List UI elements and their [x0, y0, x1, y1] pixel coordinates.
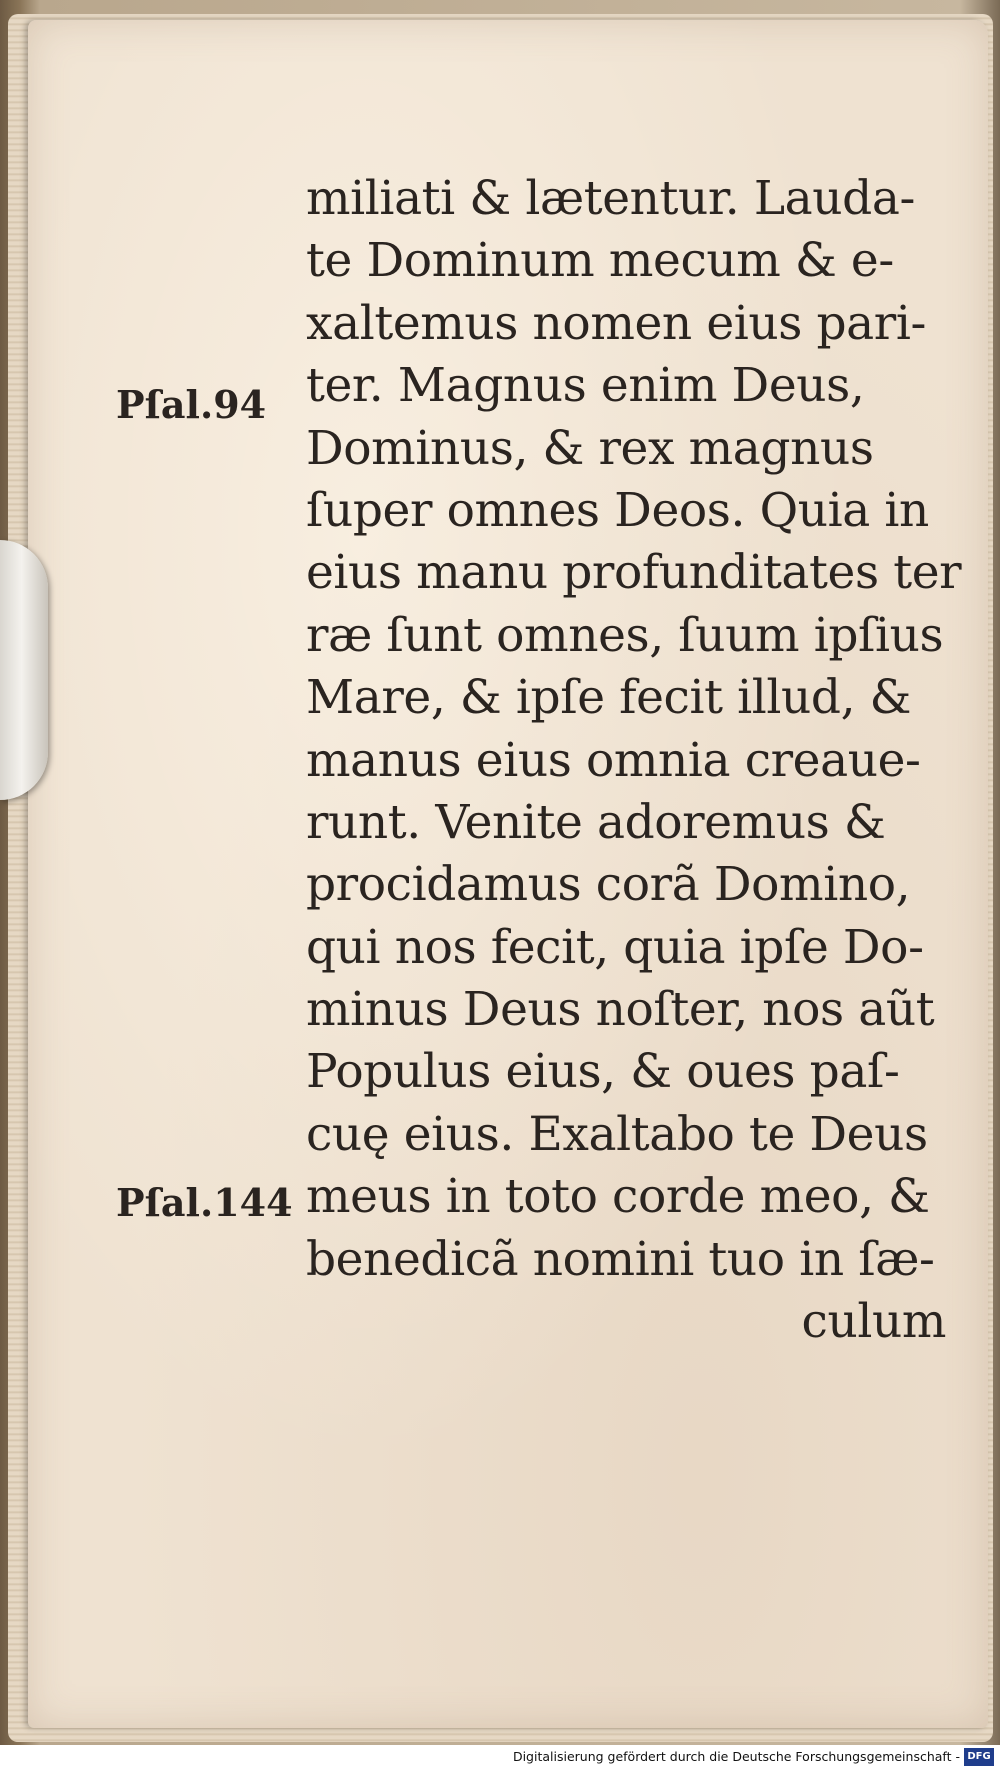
text-line: Populus eius, & oues paſ- [306, 1044, 900, 1100]
marginal-note: Pſal.144 [116, 1180, 293, 1225]
marginal-note: Pſal.94 [116, 382, 267, 427]
text-line: te Dominum mecum & e- [306, 233, 894, 289]
text-line: ræ ſunt omnes, ſuum ipſius [306, 607, 944, 663]
text-line: Mare, & ipſe fecit illud, & [306, 670, 912, 726]
text-line: xaltemus nomen eius pari- [306, 295, 926, 351]
catchword: culum [801, 1294, 946, 1350]
text-line: minus Deus noſter, nos aũt [306, 982, 935, 1038]
text-line: cuę eius. Exaltabo te Deus [306, 1106, 928, 1162]
body-text [306, 168, 962, 1353]
text-line: meus in toto corde meo, & [306, 1169, 930, 1225]
text-line: Dominus, & rex magnus [306, 420, 874, 476]
footer-bar [0, 1745, 1000, 1772]
text-line: qui nos fecit, quia ipſe Do- [306, 919, 924, 975]
funding-credit: Digitalisierung gefördert durch die Deutsche Forschungsgemeinschaft - [512, 1749, 960, 1764]
text-line: ter. Magnus enim Deus, [306, 358, 865, 414]
dfg-logo-icon: DFG [964, 1748, 994, 1766]
text-line: runt. Venite adoremus & [306, 794, 886, 850]
text-line: benedicã nomini tuo in ſæ- [306, 1231, 935, 1287]
text-line: miliati & lætentur. Lauda- [306, 171, 915, 226]
text-line: eius manu profunditates ter [306, 545, 962, 601]
text-line: manus eius omnia creaue- [306, 732, 921, 788]
text-line: procidamus corã Domino, [306, 857, 911, 913]
page-clip [0, 540, 48, 800]
text-line: ſuper omnes Deos. Quia in [306, 482, 929, 538]
